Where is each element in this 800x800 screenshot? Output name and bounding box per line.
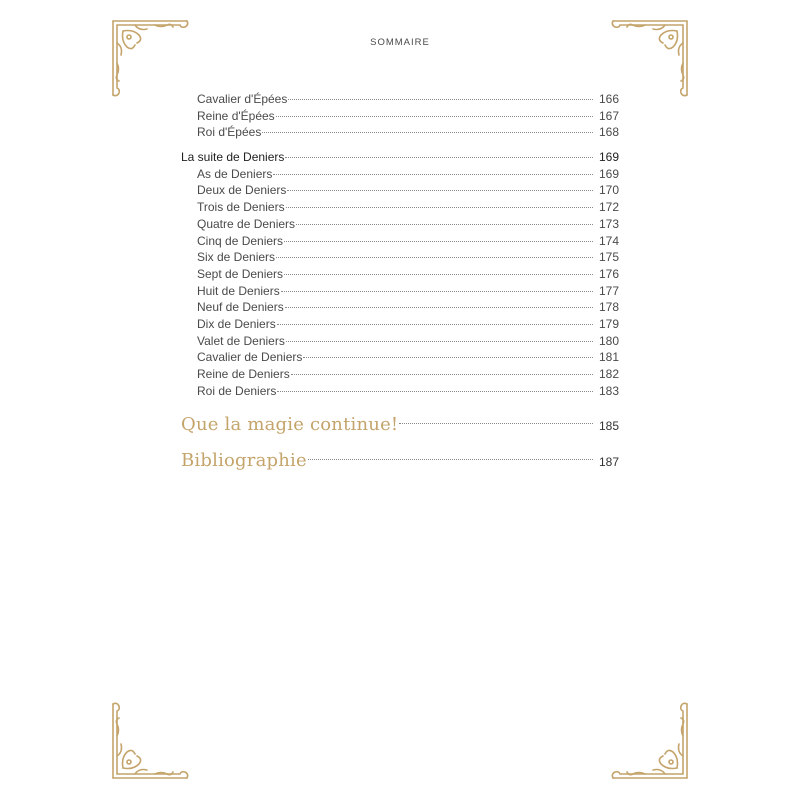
dot-leader — [285, 307, 593, 308]
toc-chapter-entry[interactable] — [181, 409, 619, 441]
dot-leader — [276, 116, 593, 117]
toc-entry[interactable] — [181, 199, 619, 216]
dot-leader — [308, 459, 593, 460]
toc-entry-label: Six de Deniers — [197, 250, 276, 265]
toc-entry-page: 168 — [598, 125, 619, 140]
dot-leader — [276, 257, 593, 258]
toc-entry-page: 175 — [598, 250, 619, 265]
toc-entry-page: 178 — [598, 300, 619, 315]
toc-entry-page: 173 — [598, 216, 619, 231]
toc-entry-label: Dix de Deniers — [197, 316, 276, 331]
toc-chapter-label: Bibliographie — [181, 450, 307, 472]
toc-entry[interactable] — [181, 166, 619, 183]
dot-leader — [291, 374, 593, 375]
toc-entry[interactable] — [181, 249, 619, 266]
dot-leader — [303, 357, 593, 358]
toc-entry-label: Sept de Deniers — [197, 266, 284, 281]
toc-entry-label: Roi de Deniers — [197, 383, 277, 398]
toc-chapter-page: 185 — [598, 419, 619, 434]
dot-leader — [277, 391, 593, 392]
toc-entry[interactable] — [181, 366, 619, 383]
toc-section-entry[interactable] — [181, 149, 619, 166]
toc-entry-label: Reine d'Épées — [197, 108, 275, 123]
dot-leader — [273, 174, 593, 175]
dot-leader — [285, 157, 593, 158]
toc-entry[interactable] — [181, 124, 619, 141]
spacer — [181, 399, 619, 409]
toc-entry-label: Quatre de Deniers — [197, 216, 296, 231]
toc-entry-page: 166 — [598, 92, 619, 106]
running-header: SOMMAIRE — [370, 37, 430, 48]
dot-leader — [288, 99, 593, 100]
corner-flourish-icon — [109, 700, 191, 782]
dot-leader — [399, 423, 593, 424]
toc-entry[interactable] — [181, 182, 619, 199]
toc-entry-label: Trois de Deniers — [197, 200, 285, 215]
dot-leader — [262, 132, 593, 133]
dot-leader — [287, 190, 593, 191]
toc-entry[interactable] — [181, 283, 619, 300]
toc-entry[interactable] — [181, 383, 619, 400]
toc-entry-label: Deux de Deniers — [197, 183, 287, 198]
toc-entry[interactable] — [181, 266, 619, 283]
toc-entry-page: 177 — [598, 283, 619, 298]
toc-chapter-label: Que la magie continue! — [181, 414, 399, 436]
toc-entry-label: Roi d'Épées — [197, 125, 262, 140]
toc-entry-label: Cavalier d'Épées — [197, 92, 288, 106]
toc-entry[interactable] — [181, 299, 619, 316]
toc-entry-page: 169 — [598, 166, 619, 181]
dot-leader — [286, 207, 593, 208]
corner-flourish-icon — [609, 700, 691, 782]
toc-entry-page: 172 — [598, 200, 619, 215]
toc-entry[interactable] — [181, 316, 619, 333]
toc-chapter-page: 187 — [598, 455, 619, 470]
toc-entry[interactable] — [181, 349, 619, 366]
toc-entry-label: Neuf de Deniers — [197, 300, 284, 315]
toc-entry[interactable] — [181, 333, 619, 350]
toc-entry[interactable] — [181, 91, 619, 108]
toc-entry-page: 181 — [598, 350, 619, 365]
toc-entry-label: Reine de Deniers — [197, 367, 290, 381]
spacer — [181, 141, 619, 149]
toc-entry-label: Cavalier de Deniers — [197, 350, 303, 365]
toc-entry-label: As de Deniers — [197, 166, 273, 181]
toc-section-label: La suite de Deniers — [181, 150, 285, 165]
toc-entry-label: Huit de Deniers — [197, 283, 280, 298]
toc-entry-page: 174 — [598, 233, 619, 248]
dot-leader — [277, 324, 593, 325]
toc-entry-label: Valet de Deniers — [197, 333, 285, 348]
corner-flourish-icon — [609, 17, 691, 99]
toc-entry-page: 182 — [598, 367, 619, 381]
toc-entry[interactable] — [181, 216, 619, 233]
toc-entry-page: 170 — [598, 183, 619, 198]
toc-entry-page: 167 — [598, 108, 619, 123]
corner-flourish-icon — [109, 17, 191, 99]
dot-leader — [281, 291, 593, 292]
toc-entry[interactable] — [181, 108, 619, 125]
dot-leader — [284, 241, 593, 242]
toc-entry-page: 176 — [598, 266, 619, 281]
toc-entry-page: 183 — [598, 383, 619, 398]
toc-entry-page: 179 — [598, 316, 619, 331]
dot-leader — [284, 274, 593, 275]
toc-section-page: 169 — [598, 150, 619, 165]
dot-leader — [296, 224, 593, 225]
toc-entry-page: 180 — [598, 333, 619, 348]
dot-leader — [286, 341, 593, 342]
toc-entry-label: Cinq de Deniers — [197, 233, 284, 248]
toc-chapter-entry[interactable] — [181, 445, 619, 477]
toc-entry[interactable] — [181, 233, 619, 250]
table-of-contents — [181, 91, 619, 477]
